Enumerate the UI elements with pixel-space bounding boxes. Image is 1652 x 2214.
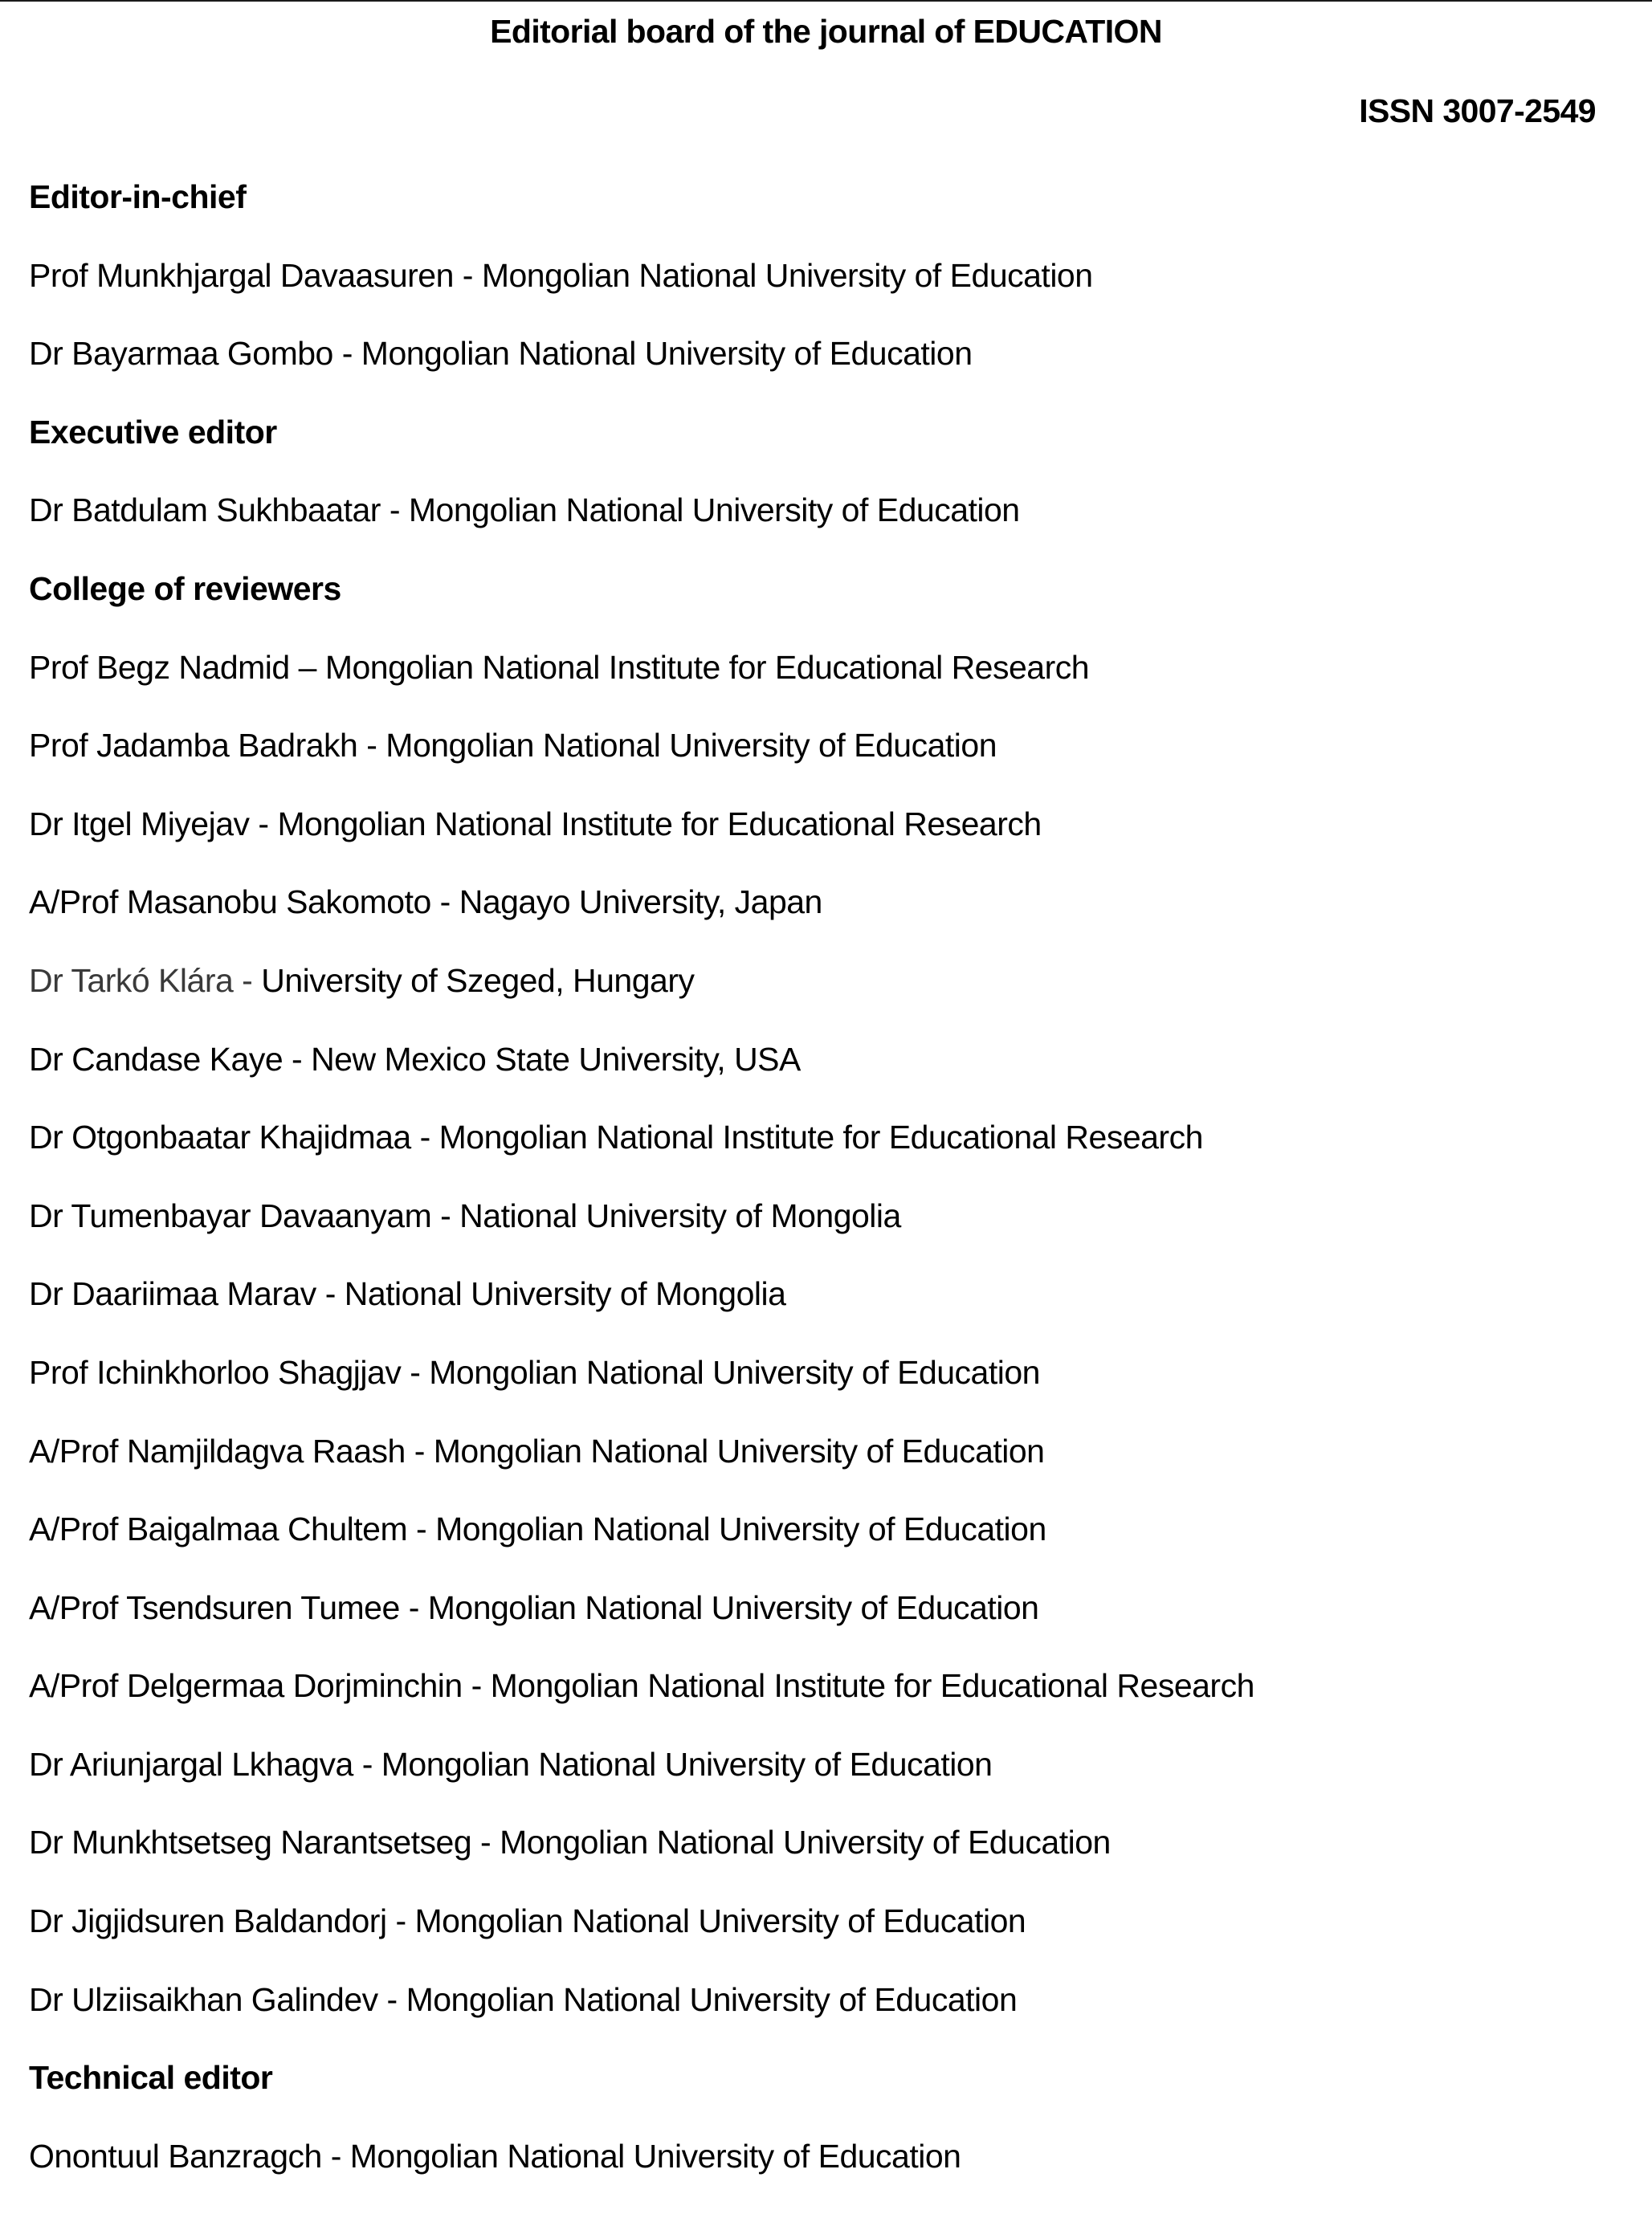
member-name: Dr Itgel Miyejav xyxy=(29,805,250,842)
member-affiliation: National University of Mongolia xyxy=(344,1275,786,1313)
section-heading-executive-editor: Executive editor xyxy=(29,413,277,451)
member-name: Dr Tumenbayar Davaanyam xyxy=(29,1197,432,1234)
board-member xyxy=(29,2136,1254,2214)
member-affiliation: Mongolian National University of Education xyxy=(381,1745,993,1783)
board-member xyxy=(29,647,1254,726)
separator: - xyxy=(380,491,409,529)
member-affiliation: Mongolian National University of Education xyxy=(500,1824,1111,1861)
separator: - xyxy=(430,883,459,921)
section-heading-college-of-reviewers: College of reviewers xyxy=(29,569,341,607)
board-member xyxy=(29,1039,1254,1118)
separator: - xyxy=(283,1040,312,1078)
board-member xyxy=(29,490,1254,569)
board-member xyxy=(29,725,1254,804)
board-member xyxy=(29,1666,1254,1744)
separator: - xyxy=(386,1902,415,1940)
member-affiliation: Mongolian National University of Education xyxy=(433,1432,1045,1470)
separator: - xyxy=(401,1353,430,1391)
separator: - xyxy=(377,1980,406,2018)
member-name: Dr Jigjidsuren Baldandorj xyxy=(29,1902,387,1940)
member-affiliation: Mongolian National University of Education xyxy=(435,1511,1046,1548)
board-member xyxy=(29,1980,1254,2058)
board-member xyxy=(29,255,1254,334)
separator: - xyxy=(405,1432,434,1470)
member-affiliation: Mongolian National Institute for Educational Research xyxy=(277,805,1042,842)
board-member xyxy=(29,1352,1254,1431)
separator: - xyxy=(410,1119,439,1156)
member-name: A/Prof Masanobu Sakomoto xyxy=(29,883,431,921)
member-name: Dr Ulziisaikhan Galindev xyxy=(29,1980,378,2018)
board-member xyxy=(29,1744,1254,1823)
member-name: Prof Begz Nadmid xyxy=(29,648,290,686)
separator: - xyxy=(316,1275,345,1313)
member-affiliation: Mongolian National University of Education xyxy=(408,491,1020,529)
separator: – xyxy=(289,648,325,686)
separator: - xyxy=(471,1824,500,1861)
member-name: Dr Daariimaa Marav xyxy=(29,1275,316,1313)
board-member xyxy=(29,1822,1254,1901)
board-member xyxy=(29,1117,1254,1196)
member-name: Onontuul Banzragch xyxy=(29,2137,322,2175)
board-member xyxy=(29,1431,1254,1510)
editorial-board-list xyxy=(29,177,1254,2214)
member-name: Dr Tarkó Klára xyxy=(29,961,234,999)
separator: - xyxy=(431,1197,460,1234)
member-name: Prof Jadamba Badrakh xyxy=(29,727,358,765)
member-affiliation: Mongolian National University of Education xyxy=(406,1980,1018,2018)
member-affiliation: Mongolian National Institute for Educational Research xyxy=(490,1667,1254,1705)
board-member xyxy=(29,333,1254,412)
board-member xyxy=(29,1274,1254,1352)
member-name: Dr Batdulam Sukhbaatar xyxy=(29,491,381,529)
member-name: Dr Bayarmaa Gombo xyxy=(29,335,333,373)
separator: - xyxy=(332,335,361,373)
member-name: Prof Ichinkhorloo Shagjjav xyxy=(29,1353,402,1391)
member-affiliation: University of Szeged, Hungary xyxy=(261,961,695,999)
page-title: Editorial board of the journal of EDUCATION xyxy=(490,13,1162,50)
member-affiliation: Mongolian National Institute for Educational Research xyxy=(438,1119,1203,1156)
board-member xyxy=(29,960,1254,1039)
member-affiliation: Mongolian National Institute for Educational Research xyxy=(324,648,1090,686)
separator: - xyxy=(249,805,278,842)
member-name: Dr Ariunjargal Lkhagva xyxy=(29,1745,353,1783)
member-affiliation: Mongolian National University of Education xyxy=(349,2137,961,2175)
member-affiliation: Mongolian National University of Education xyxy=(481,256,1093,294)
separator: - xyxy=(321,2137,350,2175)
separator: - xyxy=(357,727,386,765)
member-affiliation: Mongolian National University of Education xyxy=(429,1353,1040,1391)
member-name: Dr Otgonbaatar Khajidmaa xyxy=(29,1119,411,1156)
board-member xyxy=(29,1196,1254,1274)
board-member xyxy=(29,1588,1254,1666)
member-name: A/Prof Tsendsuren Tumee xyxy=(29,1588,400,1626)
top-border-rule xyxy=(0,0,1652,2)
member-name: Prof Munkhjargal Davaasuren xyxy=(29,256,454,294)
board-member xyxy=(29,804,1254,883)
member-affiliation: Mongolian National University of Education xyxy=(385,727,997,765)
member-affiliation: Mongolian National University of Education xyxy=(427,1588,1039,1626)
member-affiliation: Mongolian National University of Education xyxy=(361,335,973,373)
member-name: A/Prof Namjildagva Raash xyxy=(29,1432,406,1470)
member-affiliation: New Mexico State University, USA xyxy=(311,1040,801,1078)
board-member xyxy=(29,1901,1254,1980)
separator: - xyxy=(399,1588,428,1626)
board-member xyxy=(29,1509,1254,1588)
member-name: A/Prof Delgermaa Dorjminchin xyxy=(29,1667,463,1705)
board-member xyxy=(29,882,1254,960)
separator: - xyxy=(353,1745,381,1783)
member-affiliation: National University of Mongolia xyxy=(459,1197,901,1234)
member-name: A/Prof Baigalmaa Chultem xyxy=(29,1511,408,1548)
member-name: Dr Candase Kaye xyxy=(29,1040,283,1078)
separator: - xyxy=(407,1511,436,1548)
issn-number: ISSN 3007-2549 xyxy=(1359,92,1596,129)
separator: - xyxy=(233,961,262,999)
section-heading-editor-in-chief: Editor-in-chief xyxy=(29,178,247,215)
separator: - xyxy=(462,1667,491,1705)
member-affiliation: Mongolian National University of Education xyxy=(414,1902,1026,1940)
section-heading-technical-editor: Technical editor xyxy=(29,2059,273,2097)
member-name: Dr Munkhtsetseg Narantsetseg xyxy=(29,1824,472,1861)
member-affiliation: Nagayo University, Japan xyxy=(459,883,822,921)
separator: - xyxy=(453,256,482,294)
